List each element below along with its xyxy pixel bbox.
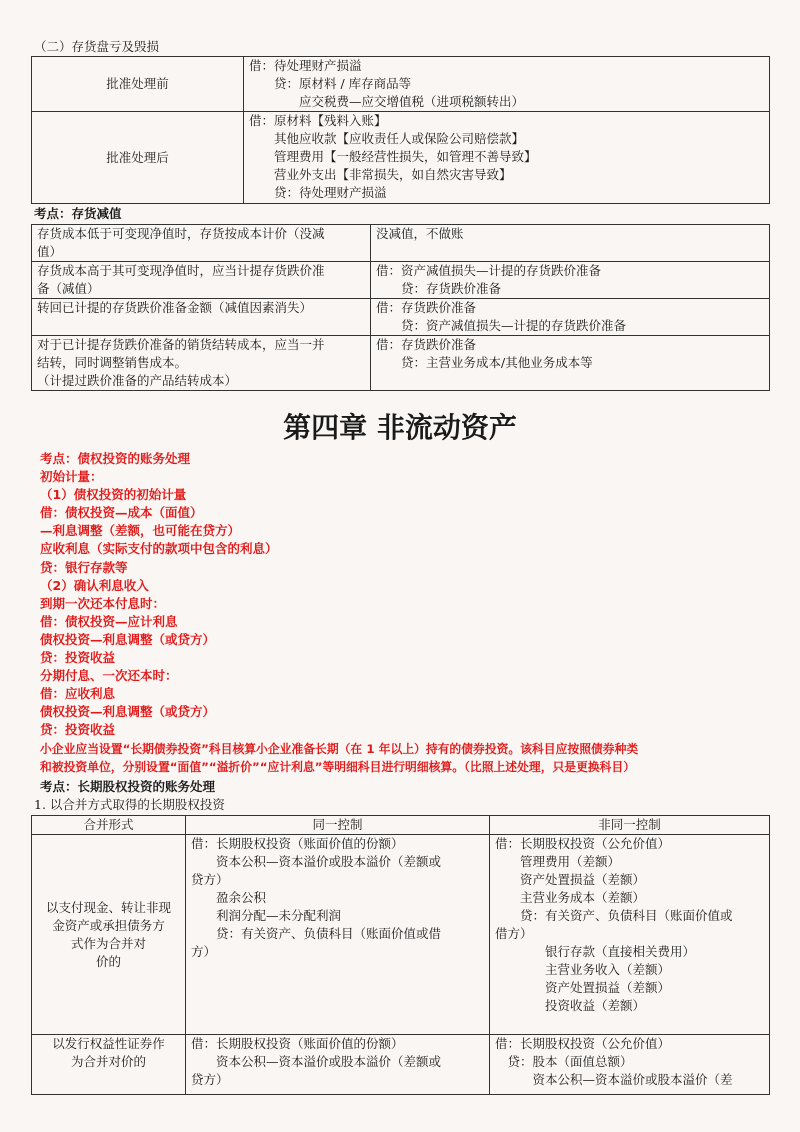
equity-subheading: 1. 以合并方式取得的长期股权投资 <box>34 797 225 812</box>
table-row <box>32 112 770 204</box>
note-line: 借：债权投资—成本（面值） <box>40 505 203 521</box>
impairment-title: 考点：存货减值 <box>34 206 122 221</box>
note-line: 债权投资—利息调整（或贷方） <box>40 631 216 647</box>
note-line: 债权投资—利息调整（或贷方） <box>40 704 216 720</box>
row-label: 批准处理后 <box>32 112 244 204</box>
equity-heading: 考点：长期股权投资的账务处理 <box>40 779 216 794</box>
column-header: 非同一控制 <box>490 816 770 835</box>
note-line: 借：债权投资—应计利息 <box>40 613 178 629</box>
table-row: 转回已计提的存货跌价准备金额（减值因素消失） 借：存货跌价准备 贷：资产减值损失—计提的存货跌价准备 <box>32 299 770 336</box>
journal-entry: 借：待处理财产损溢 贷：原材料 / 库存商品等 应交税费—应交增值税（进项税额转出） <box>244 57 770 112</box>
chapter-title: 第四章 非流动资产 <box>283 411 517 444</box>
note-line: （1）债权投资的初始计量 <box>40 487 187 503</box>
note-line: （2）确认利息收入 <box>40 577 149 593</box>
table-row: 存货成本低于可变现净值时，存货按成本计价（没减 值） 没减值，不做账 <box>32 225 770 262</box>
column-header: 合并形式 <box>32 816 186 835</box>
inventory-loss-table <box>31 56 770 204</box>
note-line: 贷：银行存款等 <box>40 559 128 575</box>
column-header: 同一控制 <box>186 816 490 835</box>
journal-entry: 借：原材料【残料入账】 其他应收款【应收责任人或保险公司赔偿款】 管理费用【一般经营性损失，如管理不善导致】 营业外支出【非常损失，如自然灾害导致】 贷：待处理财产损溢 <box>244 112 770 204</box>
table-row: 对于已计提存货跌价准备的销货结转成本，应当一并 结转，同时调整销售成本。 （计提过跌价准备的产品结转成本） 借：存货跌价准备 贷：主营业务成本/其他业务成本等 <box>32 336 770 391</box>
note-line: 和被投资单位，分别设置“面值”“溢折价”“应计利息”等明细科目进行明细核算。（比照上述处理，只是更换科目） <box>40 759 636 774</box>
table-row <box>32 57 770 112</box>
note-line: 初始计量： <box>40 469 103 485</box>
table-header-row <box>32 816 770 835</box>
note-line: 考点：债权投资的账务处理 <box>40 451 191 466</box>
note-line: —利息调整（差额，也可能在贷方） <box>40 523 241 539</box>
note-line: 应收利息（实际支付的款项中包含的利息） <box>40 541 278 557</box>
table-row: 以发行权益性证券作 为合并对价的 借：长期股权投资（账面价值的份额） 资本公积—资本溢价或股本溢价（差额或 贷方） 借：长期股权投资（公允价值） 贷：股本（面值总额） 资本公积—资本溢价或股本溢价（差 <box>32 1035 770 1095</box>
note-line: 小企业应当设置“长期债券投资”科目核算小企业准备长期（在 1 年以上）持有的债券投资。该科目应按照债券种类 <box>40 741 639 756</box>
note-line: 到期一次还本付息时： <box>40 595 166 611</box>
table-row: 以支付现金、转让非现 金资产或承担债务方 式作为合并对 价的 借：长期股权投资（账面价值的份额） 资本公积—资本溢价或股本溢价（差额或 贷方） 盈余公积 利润分配—未分配利润 贷：有关资产、负债科目（账面价值或借 方） 借：长期股权投资（公允价值） 管理费用（差额） 资产处置损益（差额） 主营业务成本（差额） 贷：有关资产、负债科目（账面价值或 借方） 银行存款（直接相关费用） 主营业务收入（差额） 资产处置损益（差额） 投资收益（差额） <box>32 835 770 1035</box>
note-line: 借：应收利息 <box>40 686 116 702</box>
inventory-loss-title: （二）存货盘亏及毁损 <box>34 39 160 54</box>
note-line: 贷：投资收益 <box>40 650 116 666</box>
note-line: 分期付息、一次还本时： <box>40 668 178 684</box>
note-line: 贷：投资收益 <box>40 722 116 738</box>
bond-investment-notes <box>40 450 638 776</box>
impairment-table <box>31 224 770 391</box>
row-label: 批准处理前 <box>32 57 244 112</box>
equity-table <box>31 815 770 1095</box>
table-row: 存货成本高于其可变现净值时，应当计提存货跌价准 备（减值） 借：资产减值损失—计提的存货跌价准备 贷：存货跌价准备 <box>32 262 770 299</box>
